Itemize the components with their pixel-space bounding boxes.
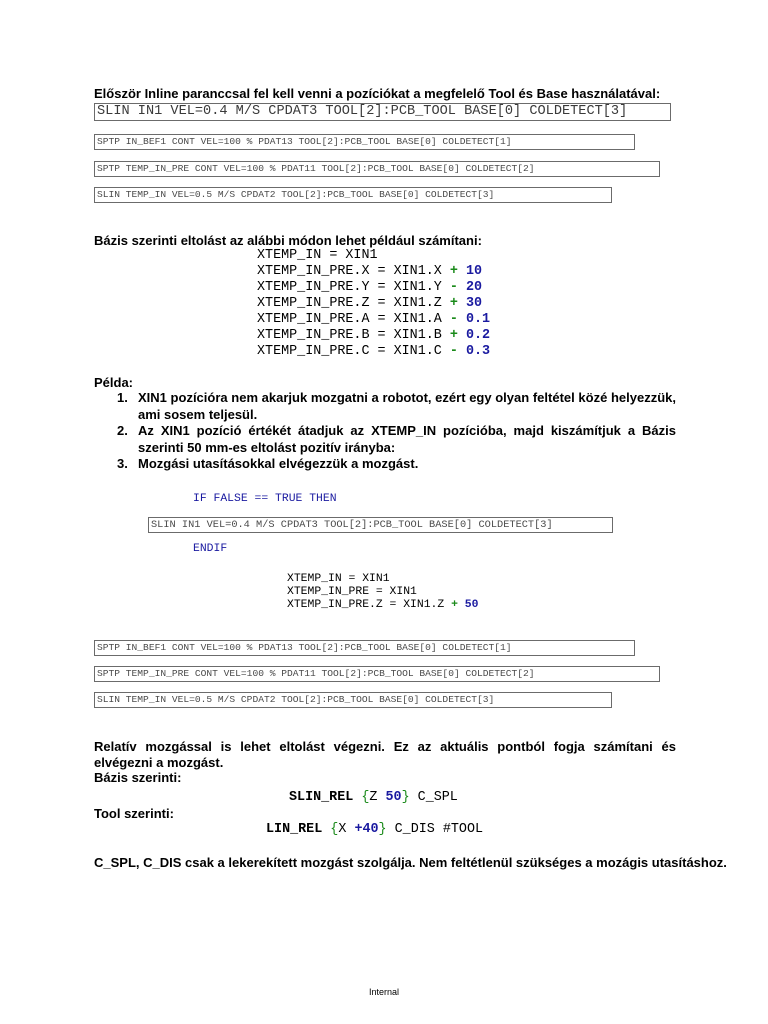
list-item-number: 2. bbox=[117, 423, 128, 438]
offset-line-operator: + bbox=[449, 328, 458, 343]
footer-classification-label: Internal bbox=[368, 987, 400, 997]
offset-line-operator: - bbox=[449, 312, 458, 327]
offset-line-value: 30 bbox=[465, 296, 483, 311]
offset-line-value: 0.1 bbox=[465, 312, 491, 327]
offset-line-value: 20 bbox=[465, 280, 483, 295]
offset-line bbox=[257, 312, 490, 328]
offset-line-operator: + bbox=[449, 296, 458, 311]
slin-rel-command bbox=[289, 790, 458, 806]
command-slin-temp-in: SLIN TEMP_IN VEL=0.5 M/S CPDAT2 TOOL[2]:PCB_TOOL BASE[0] COLDETECT[3] bbox=[94, 692, 612, 708]
lin-rel-keyword: LIN_REL bbox=[266, 822, 323, 837]
offset-line-value: 0.2 bbox=[465, 328, 491, 343]
offset-line-value: 0.3 bbox=[465, 344, 491, 359]
offset-line bbox=[257, 264, 482, 280]
slin-rel-keyword: SLIN_REL bbox=[289, 790, 354, 805]
offset-line-expression: XTEMP_IN_PRE.C = XIN1.C bbox=[257, 344, 442, 359]
list-item-number: 3. bbox=[117, 456, 128, 471]
offset-line bbox=[257, 328, 490, 344]
list-item-number: 1. bbox=[117, 390, 128, 405]
offset-line-operator: - bbox=[449, 344, 458, 359]
lin-rel-tail: C_DIS #TOOL bbox=[394, 822, 484, 837]
endif-line: ENDIF bbox=[193, 543, 228, 555]
offset-line-expression: XTEMP_IN_PRE.A = XIN1.A bbox=[257, 312, 442, 327]
lin-rel-value: +40 bbox=[354, 822, 379, 837]
assign-expression: XTEMP_IN_PRE.Z = XIN1.Z bbox=[287, 599, 445, 611]
offset-line-expression: XTEMP_IN = XIN1 bbox=[257, 248, 378, 263]
slin-rel-axis: Z bbox=[369, 790, 378, 805]
offset-line-expression: XTEMP_IN_PRE.Y = XIN1.Y bbox=[257, 280, 442, 295]
offset-line-value: 10 bbox=[465, 264, 483, 279]
slin-rel-value: 50 bbox=[385, 790, 402, 805]
slin-rel-tail: C_SPL bbox=[417, 790, 458, 805]
assign-xtemp-in: XTEMP_IN = XIN1 bbox=[287, 573, 390, 585]
offset-line-operator: - bbox=[449, 280, 458, 295]
command-slin-temp-in: SLIN TEMP_IN VEL=0.5 M/S CPDAT2 TOOL[2]:PCB_TOOL BASE[0] COLDETECT[3] bbox=[94, 187, 612, 203]
relative-paragraph: Relatív mozgással is lehet eltolást végezni. Ez az aktuális pontból fogja számítani és elvégezni a mozgást. bbox=[94, 739, 676, 770]
list-item-text: XIN1 pozícióra nem akarjuk mozgatni a robotot, ezért egy olyan feltétel közé helyezzük, ami sosem teljesül. bbox=[138, 390, 676, 422]
offset-line-expression: XTEMP_IN_PRE.Z = XIN1.Z bbox=[257, 296, 442, 311]
slin-rel-open-brace: { bbox=[361, 790, 370, 805]
list-item-text: Mozgási utasításokkal elvégezzük a mozgást. bbox=[138, 456, 419, 471]
command-slin-in1-guarded: SLIN IN1 VEL=0.4 M/S CPDAT3 TOOL[2]:PCB_TOOL BASE[0] COLDETECT[3] bbox=[148, 517, 613, 533]
assign-xtemp-in-pre-z bbox=[287, 599, 478, 612]
offset-heading: Bázis szerinti eltolást az alábbi módon lehet például számítani: bbox=[94, 233, 482, 248]
command-sptp-temp-in-pre: SPTP TEMP_IN_PRE CONT VEL=100 % PDAT11 TOOL[2]:PCB_TOOL BASE[0] COLDETECT[2] bbox=[94, 666, 660, 682]
offset-line bbox=[257, 248, 378, 264]
offset-line-expression: XTEMP_IN_PRE.B = XIN1.B bbox=[257, 328, 442, 343]
lin-rel-open-brace: { bbox=[330, 822, 339, 837]
command-sptp-in-bef1: SPTP IN_BEF1 CONT VEL=100 % PDAT13 TOOL[2]:PCB_TOOL BASE[0] COLDETECT[1] bbox=[94, 640, 635, 656]
command-sptp-temp-in-pre: SPTP TEMP_IN_PRE CONT VEL=100 % PDAT11 TOOL[2]:PCB_TOOL BASE[0] COLDETECT[2] bbox=[94, 161, 660, 177]
command-sptp-in-bef1: SPTP IN_BEF1 CONT VEL=100 % PDAT13 TOOL[2]:PCB_TOOL BASE[0] COLDETECT[1] bbox=[94, 134, 635, 150]
lin-rel-command bbox=[266, 822, 483, 838]
list-item-text: Az XIN1 pozíció értékét átadjuk az XTEMP_IN pozícióba, majd kiszámítjuk a Bázis szerinti 50 mm-es eltolást pozitív irányba: bbox=[138, 423, 676, 455]
smoothing-note: C_SPL, C_DIS csak a lekerekített mozgást szolgálja. Nem feltétlenül szükséges a mozágis utasításhoz. bbox=[94, 855, 727, 870]
intro-heading: Először Inline paranccsal fel kell venni a pozíciókat a megfelelő Tool és Base használatával: bbox=[94, 86, 661, 101]
example-heading: Példa: bbox=[94, 375, 134, 390]
if-false-line: IF FALSE == TRUE THEN bbox=[193, 493, 337, 505]
assign-value: 50 bbox=[464, 599, 479, 611]
offset-line bbox=[257, 344, 490, 360]
slin-rel-close-brace: } bbox=[401, 790, 410, 805]
offset-line bbox=[257, 296, 482, 312]
lin-rel-close-brace: } bbox=[378, 822, 387, 837]
offset-line bbox=[257, 280, 482, 296]
assign-xtemp-in-pre: XTEMP_IN_PRE = XIN1 bbox=[287, 586, 417, 598]
command-slin-in1: SLIN IN1 VEL=0.4 M/S CPDAT3 TOOL[2]:PCB_TOOL BASE[0] COLDETECT[3] bbox=[94, 103, 671, 121]
assign-operator: + bbox=[451, 599, 458, 611]
lin-rel-axis: X bbox=[338, 822, 347, 837]
base-label: Bázis szerinti: bbox=[94, 770, 182, 785]
tool-label: Tool szerinti: bbox=[94, 806, 174, 821]
offset-line-expression: XTEMP_IN_PRE.X = XIN1.X bbox=[257, 264, 442, 279]
offset-line-operator: + bbox=[449, 264, 458, 279]
